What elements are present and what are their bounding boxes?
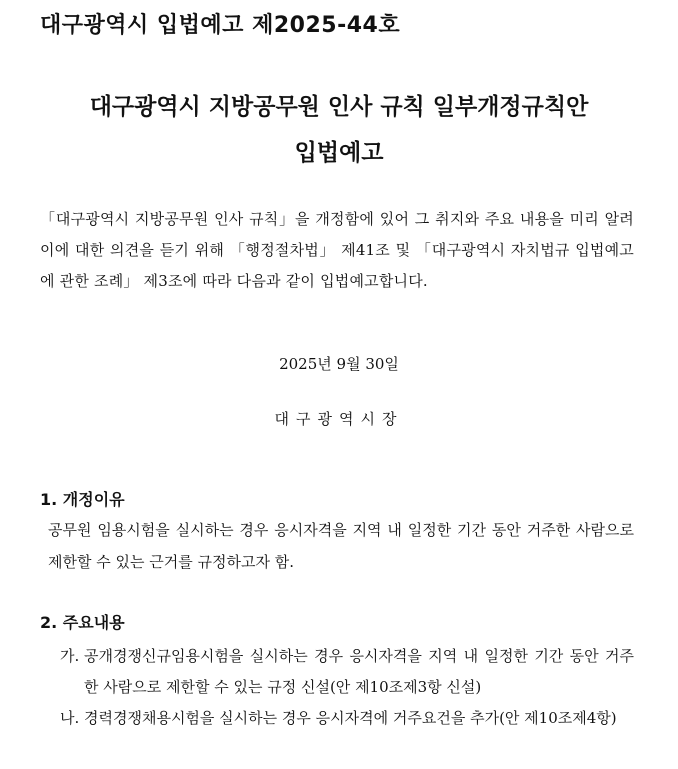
list-item bbox=[60, 703, 634, 734]
document-title-line1: 대구광역시 지방공무원 인사 규칙 일부개정규칙안 bbox=[89, 94, 589, 120]
issuer: 대구광역시장 bbox=[274, 410, 404, 428]
list-item bbox=[60, 641, 634, 703]
section-heading-reason: 1. 개정이유 bbox=[40, 490, 125, 509]
section-body-reason: 공무원 임용시험을 실시하는 경우 응시자격을 지역 내 일정한 기간 동안 거주한 사람으로 제한할 수 있는 근거를 규정하고자 함. bbox=[48, 521, 634, 571]
list-item-text: 경력경쟁채용시험을 실시하는 경우 응시자격에 거주요건을 추가(안 제10조제4항) bbox=[84, 709, 617, 727]
document-title-line2: 입법예고 bbox=[294, 140, 384, 166]
intro-paragraph: 「대구광역시 지방공무원 인사 규칙」을 개정함에 있어 그 취지와 주요 내용을 미리 알려 이에 대한 의견을 듣기 위해 「행정절차법」 제41조 및 「대구광역시 자치법규 입법예고에 관한 조례」 제3조에 따라 다음과 같이 입법예고합니다. bbox=[40, 210, 634, 290]
list-item-marker: 나. bbox=[60, 709, 80, 727]
section-heading-main-content: 2. 주요내용 bbox=[40, 613, 125, 632]
list-item-text: 공개경쟁신규임용시험을 실시하는 경우 응시자격을 지역 내 일정한 기간 동안 거주한 사람으로 제한할 수 있는 규정 신설(안 제10조제3항 신설) bbox=[84, 647, 634, 696]
notice-date: 2025년 9월 30일 bbox=[279, 355, 399, 373]
notice-number: 대구광역시 입법예고 제2025-44호 bbox=[40, 13, 401, 38]
list-item-marker: 가. bbox=[60, 647, 80, 665]
